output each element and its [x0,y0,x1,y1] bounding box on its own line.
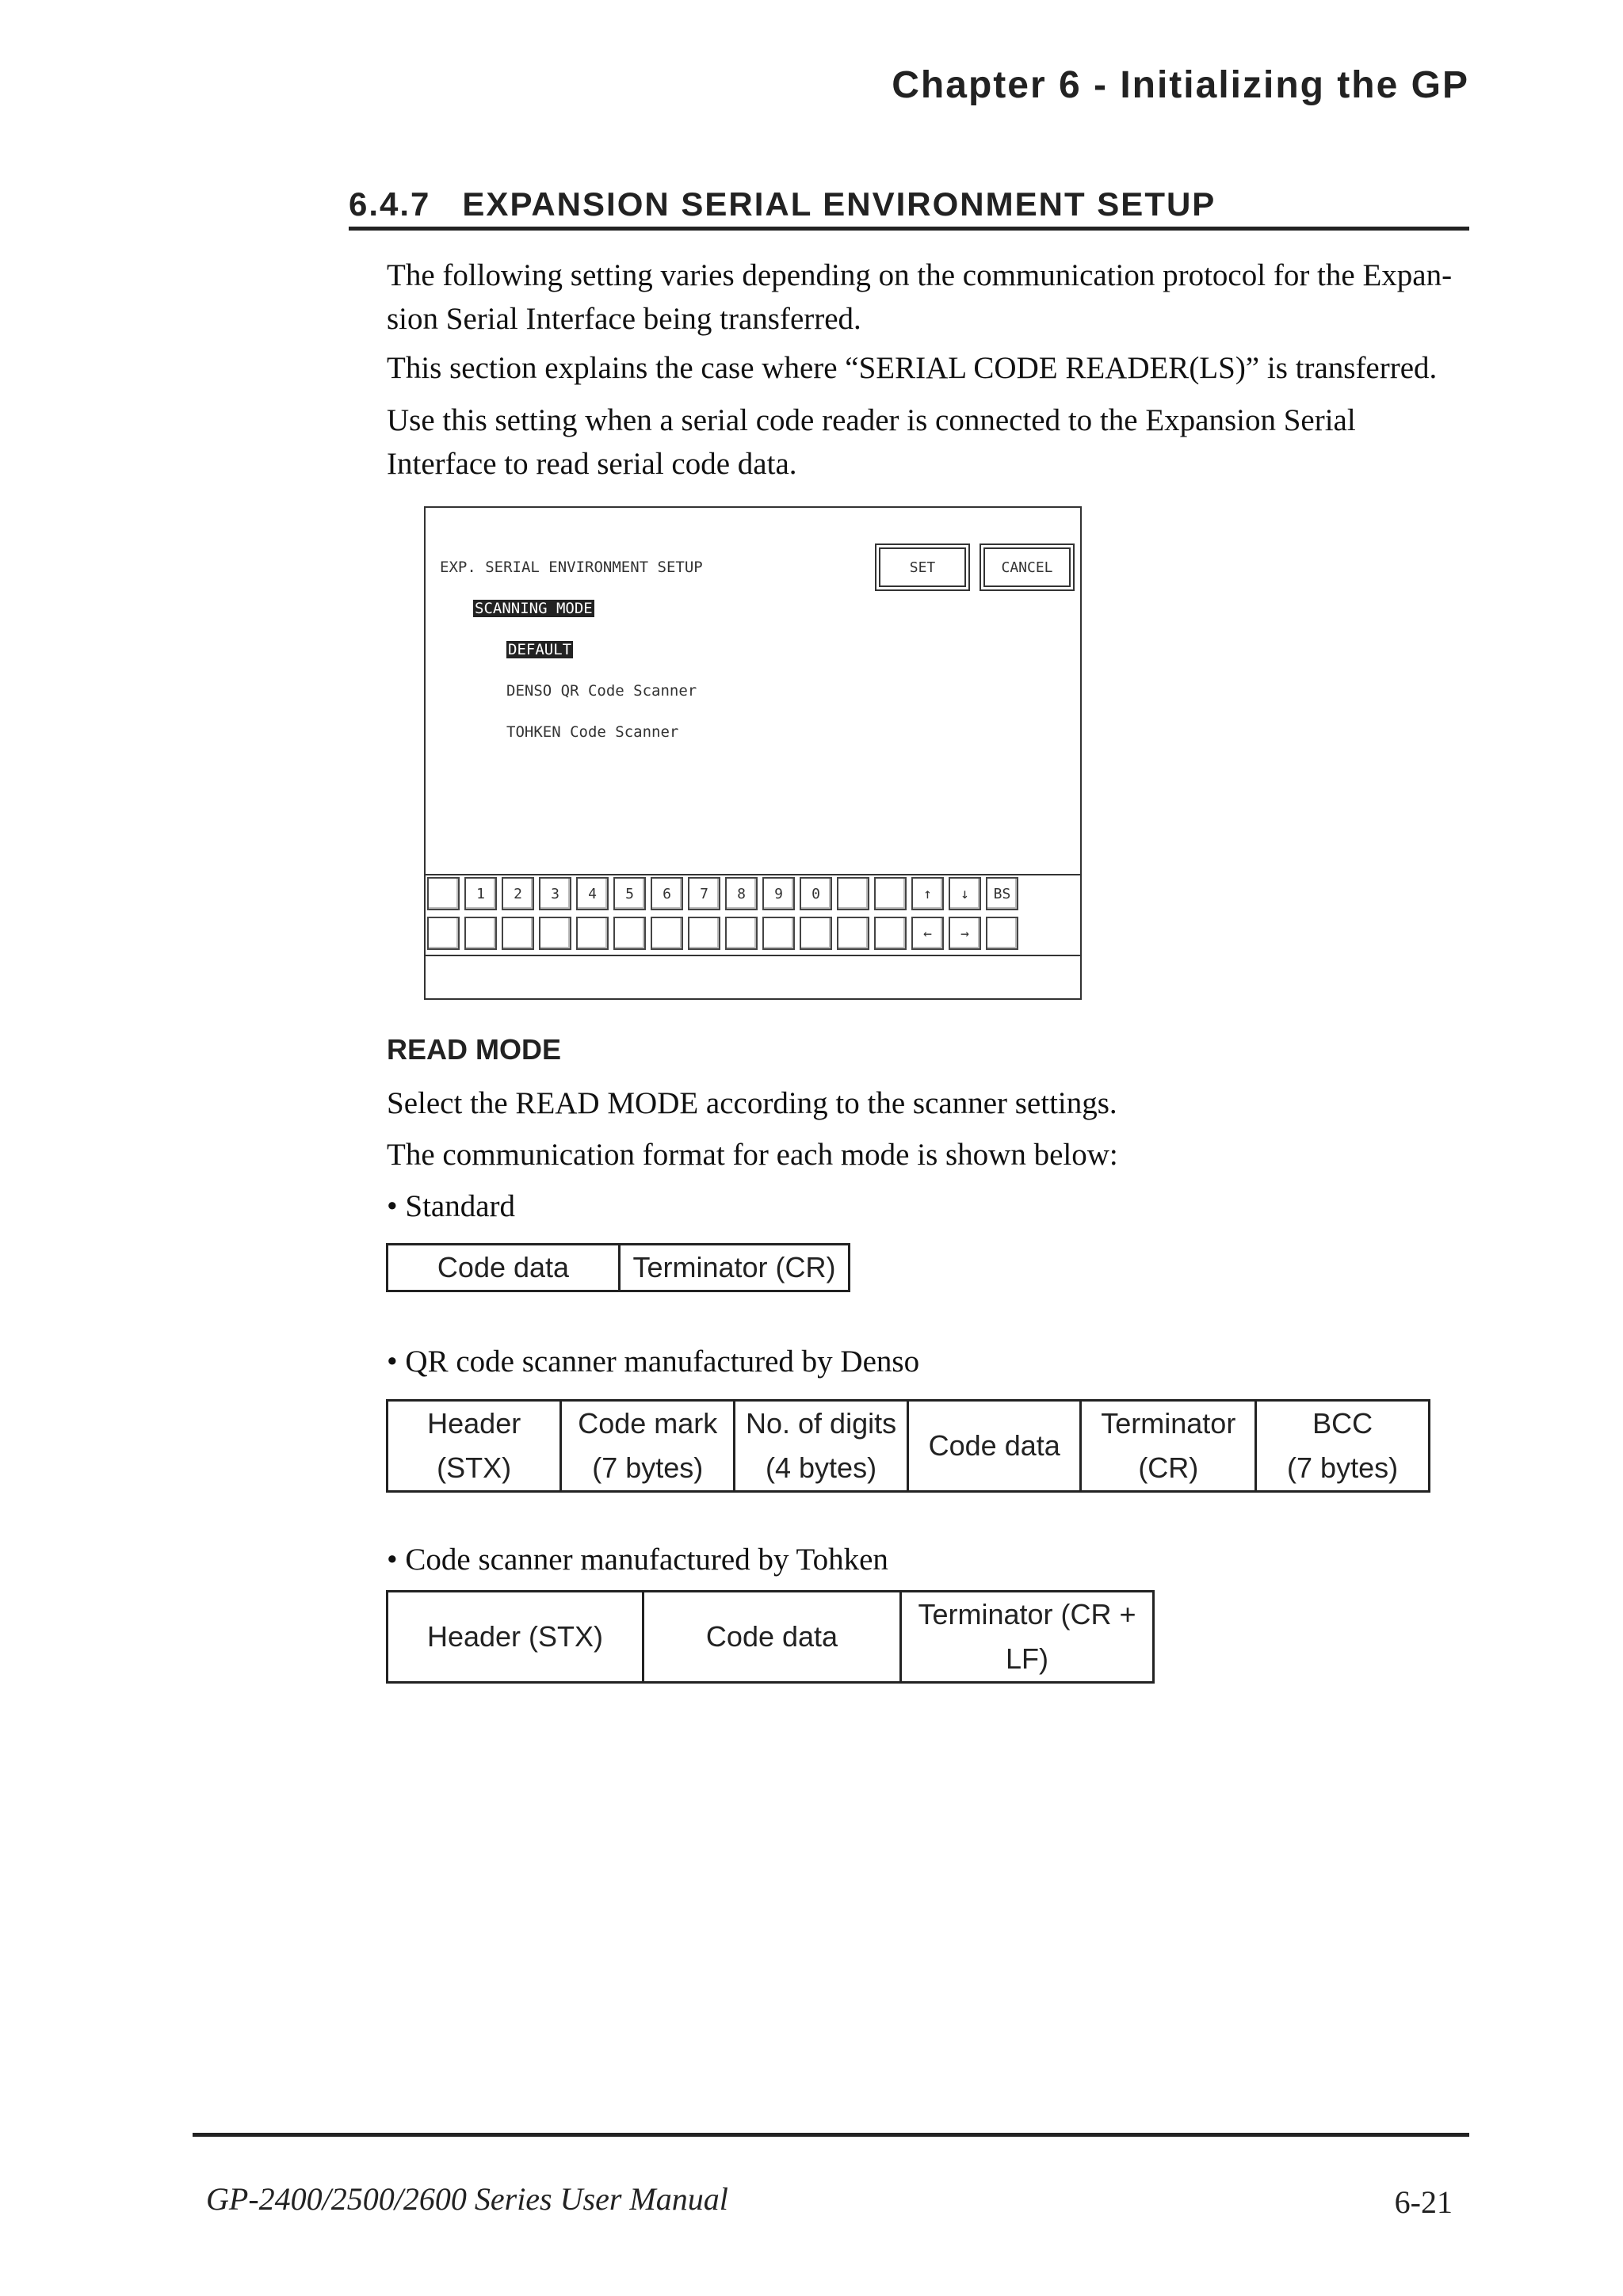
denso-cell-line: Terminator [1101,1407,1236,1440]
denso-cell [561,1401,735,1492]
denso-cell-line: (7 bytes) [1287,1451,1399,1484]
keypad-key[interactable]: → [949,917,981,950]
keypad-key[interactable]: 1 [464,877,497,910]
read-mode-line: Select the READ MODE according to the scanner settings. [387,1086,1117,1120]
intro-line: Interface to read serial code data. [387,447,797,481]
denso-cell-line: BCC [1312,1407,1373,1440]
standard-cell: Code data [388,1245,620,1291]
keypad-key[interactable] [464,917,497,950]
keypad-row-2 [427,917,1018,950]
tohken-label: • Code scanner manufactured by Tohken [387,1543,888,1577]
option-default[interactable]: DEFAULT [508,641,572,658]
option-tohken[interactable]: TOHKEN Code Scanner [506,723,679,741]
keypad-key[interactable] [613,917,646,950]
keypad-key[interactable]: 2 [502,877,534,910]
intro-line: Use this setting when a serial code reader is connected to the Expansion Serial [387,403,1356,437]
keypad-key[interactable] [800,917,832,950]
keypad-key[interactable] [837,877,869,910]
keypad-key[interactable]: 0 [800,877,832,910]
keypad-key[interactable] [427,877,460,910]
keypad-key[interactable]: 3 [539,877,571,910]
denso-cell-line: (CR) [1138,1451,1199,1484]
denso-cell-line: (4 bytes) [766,1451,877,1484]
keypad-key[interactable] [539,917,571,950]
read-mode-line: The communication format for each mode is shown below: [387,1138,1118,1172]
denso-cell-line: Header (STX) [427,1407,521,1484]
intro-paragraph-1 [387,254,1474,341]
denso-cell [1256,1401,1430,1492]
keypad-key[interactable] [762,917,795,950]
intro-line: sion Serial Interface being transferred. [387,302,861,336]
denso-cell [907,1401,1081,1492]
keypad-divider [426,955,1080,956]
intro-paragraph-2 [387,346,1474,390]
keypad-key[interactable] [576,917,609,950]
denso-cell [1081,1401,1256,1492]
keypad-key[interactable] [837,917,869,950]
tohken-cell: Code data [643,1592,901,1683]
denso-format-table [386,1399,1430,1493]
section-title: EXPANSION SERIAL ENVIRONMENT SETUP [462,185,1216,223]
denso-cell-line: No. of digits [746,1407,897,1440]
tohken-cell: Terminator (CR + LF) [901,1592,1154,1683]
keypad-key[interactable]: 8 [725,877,758,910]
denso-cell-line: Code mark [578,1407,718,1440]
footer-manual-title: GP-2400/2500/2600 Series User Manual [206,2181,728,2217]
denso-label: • QR code scanner manufactured by Denso [387,1344,920,1379]
cancel-button[interactable]: CANCEL [983,547,1071,587]
chapter-title: Chapter 6 - Initializing the GP [892,64,1469,106]
keypad-key[interactable] [874,917,907,950]
scanning-mode-label: SCANNING MODE [475,600,593,617]
keypad-key[interactable]: BS [986,877,1018,910]
option-denso[interactable]: DENSO QR Code Scanner [506,682,697,700]
denso-cell [735,1401,908,1492]
tohken-cell: Header (STX) [388,1592,643,1683]
setup-screen [424,506,1082,1000]
keypad-key[interactable] [502,917,534,950]
keypad-key[interactable]: ← [911,917,944,950]
standard-label: • Standard [387,1189,516,1223]
keypad-key[interactable]: 5 [613,877,646,910]
keypad-divider [426,874,1080,875]
keypad-row-1 [427,877,1018,910]
keypad-key[interactable] [725,917,758,950]
denso-cell-line: (7 bytes) [592,1451,704,1484]
keypad-key[interactable] [427,917,460,950]
keypad-key[interactable]: 6 [651,877,683,910]
keypad-key[interactable]: ↑ [911,877,944,910]
denso-cell-line: Code data [928,1429,1060,1462]
keypad-key[interactable] [688,917,720,950]
keypad-key[interactable] [651,917,683,950]
keypad-key[interactable]: 4 [576,877,609,910]
keypad-key[interactable]: 7 [688,877,720,910]
keypad-key[interactable] [986,917,1018,950]
intro-paragraph-3 [387,399,1474,486]
read-mode-heading: READ MODE [387,1033,562,1066]
standard-format-table [386,1243,850,1292]
intro-line: This section explains the case where “SERIAL CODE READER(LS)” is transferred. [387,351,1438,385]
standard-cell: Terminator (CR) [620,1245,850,1291]
section-number: 6.4.7 [349,185,431,223]
footer-rule [193,2133,1469,2137]
read-mode-text [387,1081,1474,1228]
screen-title: EXP. SERIAL ENVIRONMENT SETUP [440,559,703,576]
keypad-key[interactable]: ↓ [949,877,981,910]
section-heading [349,185,1469,231]
tohken-format-table [386,1590,1155,1684]
denso-cell [388,1401,561,1492]
intro-line: The following setting varies depending on the communication protocol for the Expan- [387,258,1453,292]
footer-page-number: 6-21 [1394,2184,1453,2220]
keypad-key[interactable] [874,877,907,910]
keypad-key[interactable]: 9 [762,877,795,910]
set-button[interactable]: SET [879,547,966,587]
